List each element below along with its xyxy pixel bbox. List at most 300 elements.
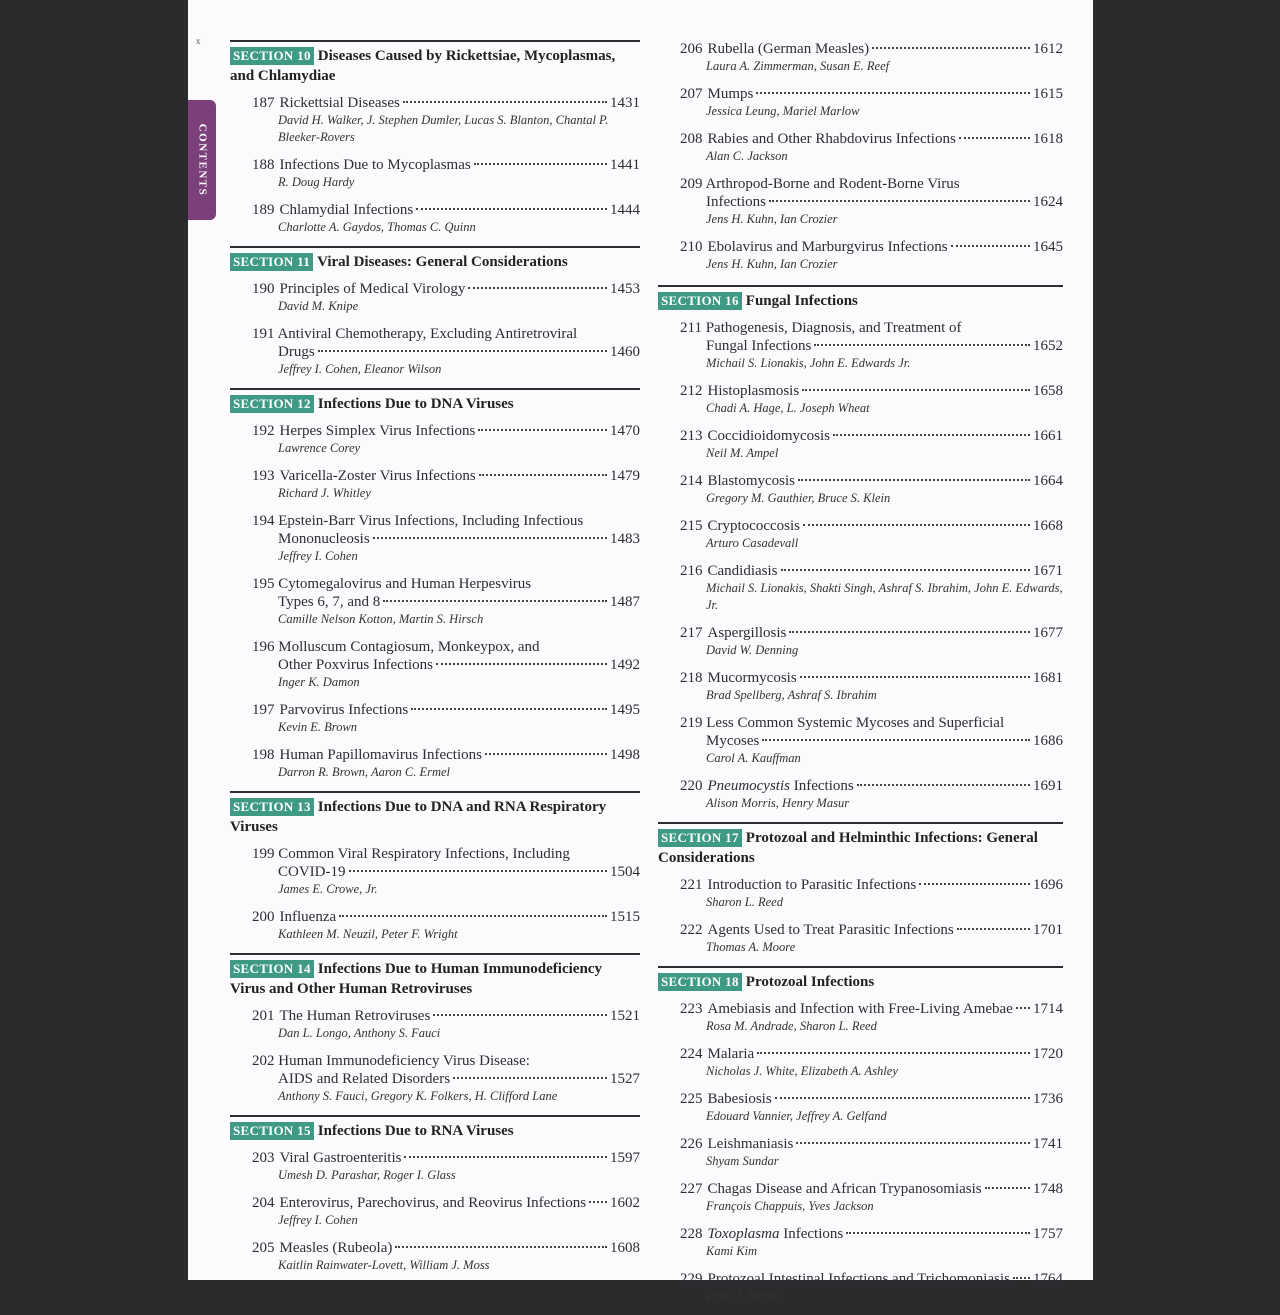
dot-leader bbox=[762, 739, 1030, 741]
dot-leader bbox=[339, 915, 607, 917]
chapter-title-text: Herpes Simplex Virus Infections bbox=[279, 423, 476, 439]
chapter-authors: Laura A. Zimmerman, Susan E. Reef bbox=[706, 59, 890, 73]
chapter-title bbox=[708, 777, 854, 795]
chapter-number: 194 bbox=[252, 513, 275, 529]
section-label-badge: SECTION 11 bbox=[230, 253, 313, 271]
chapter-title bbox=[280, 156, 471, 174]
dot-leader bbox=[796, 1142, 1030, 1144]
toc-entry[interactable] bbox=[680, 382, 1063, 417]
chapter-authors: Darron R. Brown, Aaron C. Ermel bbox=[278, 765, 450, 779]
chapter-number: 207 bbox=[680, 86, 703, 102]
chapter-title-text: Cryptococcosis bbox=[707, 518, 800, 534]
page-number: 1597 bbox=[610, 1150, 640, 1166]
toc-entry[interactable] bbox=[252, 1007, 640, 1042]
chapter-authors: Kevin E. Brown bbox=[278, 720, 358, 734]
dot-leader bbox=[411, 708, 607, 710]
entry-line bbox=[680, 130, 1063, 148]
dot-leader bbox=[395, 1246, 607, 1248]
entry-first-line bbox=[252, 325, 640, 343]
section-heading bbox=[658, 828, 1063, 868]
dot-leader bbox=[474, 163, 607, 165]
chapter-title-italic: Pneumocystis bbox=[707, 778, 790, 794]
chapter-title bbox=[708, 921, 954, 939]
dot-leader bbox=[479, 474, 607, 476]
chapter-authors: R. Doug Hardy bbox=[278, 175, 355, 189]
entry-first-line bbox=[252, 845, 640, 863]
chapter-title bbox=[708, 1135, 794, 1153]
entry-line bbox=[680, 1090, 1063, 1108]
entry-first-line bbox=[252, 638, 640, 656]
chapter-title-text: Varicella-Zoster Virus Infections bbox=[279, 468, 476, 484]
dot-leader bbox=[436, 663, 607, 665]
toc-entry[interactable] bbox=[680, 238, 1063, 273]
chapter-number: 198 bbox=[252, 747, 275, 763]
page-number: 1483 bbox=[610, 531, 640, 547]
dot-leader bbox=[789, 631, 1030, 633]
chapter-title: Types 6, 7, and 8 bbox=[278, 594, 381, 610]
toc-entry[interactable] bbox=[252, 1149, 640, 1184]
page-number: 1757 bbox=[1033, 1226, 1063, 1242]
chapter-number: 219 bbox=[680, 715, 703, 731]
dot-leader bbox=[468, 287, 607, 289]
left-column bbox=[230, 40, 640, 1284]
chapter-number: 189 bbox=[252, 202, 275, 218]
toc-entry[interactable] bbox=[680, 472, 1063, 507]
chapter-number: 187 bbox=[252, 95, 275, 111]
toc-section bbox=[658, 285, 1063, 812]
chapter-authors: Lawrence Corey bbox=[278, 441, 361, 455]
chapter-authors: Edouard Vannier, Jeffrey A. Gelfand bbox=[706, 1109, 887, 1123]
page-number: 1624 bbox=[1033, 194, 1063, 210]
chapter-authors: Nicholas J. White, Elizabeth A. Ashley bbox=[706, 1064, 898, 1078]
dot-leader bbox=[416, 208, 607, 210]
chapter-number: 225 bbox=[680, 1091, 703, 1107]
chapter-title bbox=[280, 94, 400, 112]
chapter-number: 204 bbox=[252, 1195, 275, 1211]
chapter-title bbox=[708, 517, 800, 535]
chapter-authors: Jeffrey I. Cohen bbox=[278, 549, 358, 563]
chapter-authors: Alison Morris, Henry Masur bbox=[706, 796, 850, 810]
dot-leader bbox=[769, 200, 1030, 202]
chapter-title bbox=[708, 624, 787, 642]
entry-line bbox=[680, 876, 1063, 894]
chapter-title: Mycoses bbox=[706, 733, 760, 749]
chapter-authors: Anthony S. Fauci, Gregory K. Folkers, H. Clifford Lane bbox=[278, 1089, 558, 1103]
toc-entry[interactable] bbox=[680, 921, 1063, 956]
toc-entry[interactable] bbox=[680, 669, 1063, 704]
entry-line bbox=[252, 1239, 640, 1257]
page-number: 1470 bbox=[610, 423, 640, 439]
toc-entry[interactable] bbox=[680, 1180, 1063, 1215]
continued-entries bbox=[658, 40, 1063, 273]
chapter-number: 205 bbox=[252, 1240, 275, 1256]
toc-entry[interactable] bbox=[680, 562, 1063, 614]
contents-tab-label: CONTENTS bbox=[196, 123, 208, 197]
chapter-title: Mononucleosis bbox=[278, 531, 370, 547]
chapter-authors: Dan L. Longo, Anthony S. Fauci bbox=[278, 1026, 441, 1040]
toc-entry[interactable] bbox=[680, 1225, 1063, 1260]
chapter-title-text: Rubella (German Measles) bbox=[707, 41, 870, 57]
page-number: 1431 bbox=[610, 95, 640, 111]
section-heading bbox=[230, 46, 640, 86]
toc-entry[interactable] bbox=[252, 467, 640, 502]
page-number: 1658 bbox=[1033, 383, 1063, 399]
section-heading bbox=[230, 252, 640, 272]
toc-entry[interactable] bbox=[252, 1194, 640, 1229]
toc-entry[interactable] bbox=[252, 1052, 640, 1105]
chapter-title-text: Amebiasis and Infection with Free-Living Amebae bbox=[707, 1001, 1013, 1017]
section-heading bbox=[658, 291, 1063, 311]
chapter-title-text: Blastomycosis bbox=[707, 473, 796, 489]
section-heading bbox=[230, 1121, 640, 1141]
chapter-title bbox=[280, 201, 414, 219]
dot-leader bbox=[957, 928, 1030, 930]
section-label-badge: SECTION 14 bbox=[230, 960, 314, 978]
chapter-title-text: Babesiosis bbox=[707, 1091, 772, 1107]
entry-line bbox=[252, 656, 640, 674]
dot-leader bbox=[349, 870, 608, 872]
entry-line bbox=[252, 593, 640, 611]
toc-entry[interactable] bbox=[680, 714, 1063, 767]
page-number: 1714 bbox=[1033, 1001, 1063, 1017]
chapter-title bbox=[708, 40, 870, 58]
dot-leader bbox=[403, 101, 607, 103]
toc-section bbox=[230, 953, 640, 1105]
chapter-title bbox=[708, 130, 956, 148]
toc-entry[interactable] bbox=[680, 1135, 1063, 1170]
entry-line bbox=[680, 1180, 1063, 1198]
entry-line bbox=[680, 85, 1063, 103]
chapter-title bbox=[280, 422, 476, 440]
entry-line bbox=[680, 517, 1063, 535]
section-title: Infections Due to RNA Viruses bbox=[317, 1123, 514, 1139]
dot-leader bbox=[757, 1052, 1030, 1054]
chapter-title bbox=[708, 85, 754, 103]
toc-entry[interactable] bbox=[680, 1000, 1063, 1035]
entry-line bbox=[680, 337, 1063, 355]
page-number: 1602 bbox=[610, 1195, 640, 1211]
dot-leader bbox=[781, 569, 1031, 571]
dot-leader bbox=[798, 479, 1030, 481]
entry-first-line bbox=[252, 1052, 640, 1070]
section-title: Infections Due to DNA Viruses bbox=[317, 396, 514, 412]
toc-entry[interactable] bbox=[680, 876, 1063, 911]
chapter-title bbox=[708, 1090, 772, 1108]
chapter-title-text: Ebolavirus and Marburgvirus Infections bbox=[707, 239, 948, 255]
chapter-authors: David H. Walker, J. Stephen Dumler, Lucas S. Blanton, Chantal P. Bleeker-Rovers bbox=[278, 113, 609, 144]
page-number: 1441 bbox=[610, 157, 640, 173]
toc-entry[interactable] bbox=[252, 701, 640, 736]
chapter-title-text: Aspergillosis bbox=[707, 625, 787, 641]
toc-entry[interactable] bbox=[252, 638, 640, 691]
toc-entry[interactable] bbox=[680, 777, 1063, 812]
toc-entry[interactable] bbox=[680, 175, 1063, 228]
chapter-authors: Arturo Casadevall bbox=[706, 536, 799, 550]
entry-line bbox=[252, 908, 640, 926]
toc-entry[interactable] bbox=[252, 845, 640, 898]
toc-entry[interactable] bbox=[680, 624, 1063, 659]
section-title: Fungal Infections bbox=[745, 293, 858, 309]
section-heading bbox=[230, 797, 640, 837]
dot-leader bbox=[985, 1187, 1030, 1189]
chapter-title: AIDS and Related Disorders bbox=[278, 1071, 451, 1087]
entry-line bbox=[252, 701, 640, 719]
right-column bbox=[658, 40, 1063, 1315]
toc-entry[interactable] bbox=[252, 201, 640, 236]
chapter-title-text: Coccidioidomycosis bbox=[707, 428, 830, 444]
chapter-title-part: Molluscum Contagiosum, Monkeypox, and bbox=[278, 639, 540, 655]
toc-entry[interactable] bbox=[252, 325, 640, 378]
chapter-title bbox=[708, 1225, 844, 1243]
toc-section bbox=[230, 791, 640, 943]
chapter-number: 221 bbox=[680, 877, 703, 893]
chapter-title bbox=[708, 1000, 1013, 1018]
page-number: 1615 bbox=[1033, 86, 1063, 102]
entry-line bbox=[252, 530, 640, 548]
chapter-title-text: Chlamydial Infections bbox=[279, 202, 414, 218]
section-label-badge: SECTION 18 bbox=[658, 973, 742, 991]
chapter-number: 211 bbox=[680, 320, 702, 336]
chapter-authors: Inger K. Damon bbox=[278, 675, 360, 689]
entry-line bbox=[252, 343, 640, 361]
chapter-title: Other Poxvirus Infections bbox=[278, 657, 433, 673]
chapter-number: 228 bbox=[680, 1226, 703, 1242]
toc-section bbox=[230, 40, 640, 236]
chapter-title bbox=[280, 280, 466, 298]
chapter-number: 212 bbox=[680, 383, 703, 399]
chapter-title bbox=[708, 1045, 755, 1063]
chapter-title-text: Infections bbox=[779, 1226, 844, 1242]
page-number: 1460 bbox=[610, 344, 640, 360]
chapter-title bbox=[708, 382, 800, 400]
entry-line bbox=[680, 238, 1063, 256]
chapter-number: 220 bbox=[680, 778, 703, 794]
toc-entry[interactable] bbox=[252, 746, 640, 781]
section-heading bbox=[230, 394, 640, 414]
chapter-title bbox=[280, 1239, 393, 1257]
chapter-number: 203 bbox=[252, 1150, 275, 1166]
entry-line bbox=[252, 94, 640, 112]
chapter-title-part: Arthropod-Borne and Rodent-Borne Virus bbox=[705, 176, 960, 192]
dot-leader bbox=[485, 753, 607, 755]
page-number: 1681 bbox=[1033, 670, 1063, 686]
dot-leader bbox=[857, 784, 1030, 786]
section-label-badge: SECTION 10 bbox=[230, 47, 314, 65]
toc-section bbox=[230, 246, 640, 378]
toc-entry[interactable] bbox=[252, 422, 640, 457]
dot-leader bbox=[919, 883, 1030, 885]
chapter-title-text: Mumps bbox=[707, 86, 754, 102]
dot-leader bbox=[951, 245, 1030, 247]
chapter-authors: Jeffrey I. Cohen bbox=[278, 1213, 358, 1227]
section-title: Infections Due to Human Immunodeficiency Virus and Other Human Retroviruses bbox=[230, 961, 602, 997]
toc-entry[interactable] bbox=[680, 427, 1063, 462]
toc-entry[interactable] bbox=[680, 1270, 1063, 1305]
chapter-title-text: Introduction to Parasitic Infections bbox=[707, 877, 917, 893]
dot-leader bbox=[872, 47, 1030, 49]
entry-line bbox=[680, 472, 1063, 490]
toc-section bbox=[658, 966, 1063, 1305]
chapter-authors: Neil M. Ampel bbox=[706, 446, 779, 460]
chapter-authors: Michail S. Lionakis, Shakti Singh, Ashraf S. Ibrahim, John E. Edwards, Jr. bbox=[706, 581, 1063, 612]
dot-leader bbox=[802, 389, 1030, 391]
chapter-title-text: Parvovirus Infections bbox=[279, 702, 409, 718]
chapter-authors: Richard J. Whitley bbox=[278, 486, 371, 500]
entry-line bbox=[680, 40, 1063, 58]
chapter-number: 197 bbox=[252, 702, 275, 718]
dot-leader bbox=[959, 137, 1030, 139]
chapter-authors: Chadi A. Hage, L. Joseph Wheat bbox=[706, 401, 870, 415]
entry-line bbox=[252, 156, 640, 174]
chapter-number: 191 bbox=[252, 326, 275, 342]
section-label-badge: SECTION 17 bbox=[658, 829, 742, 847]
chapter-title-text: Rabies and Other Rhabdovirus Infections bbox=[707, 131, 956, 147]
chapter-number: 210 bbox=[680, 239, 703, 255]
entry-line bbox=[680, 1135, 1063, 1153]
entry-line bbox=[680, 1270, 1063, 1288]
entry-line bbox=[252, 1070, 640, 1088]
entry-line bbox=[252, 1007, 640, 1025]
page-number: 1453 bbox=[610, 281, 640, 297]
page-number: 1748 bbox=[1033, 1181, 1063, 1197]
chapter-title bbox=[708, 238, 948, 256]
entry-first-line bbox=[680, 319, 1063, 337]
page-number: 1677 bbox=[1033, 625, 1063, 641]
toc-entry[interactable] bbox=[252, 94, 640, 146]
section-title: Diseases Caused by Rickettsiae, Mycoplasmas, and Chlamydiae bbox=[230, 48, 616, 84]
toc-entry[interactable] bbox=[252, 575, 640, 628]
dot-leader bbox=[803, 524, 1030, 526]
toc-section bbox=[658, 822, 1063, 956]
entry-first-line bbox=[252, 575, 640, 593]
toc-entry[interactable] bbox=[680, 1090, 1063, 1125]
toc-entry[interactable] bbox=[252, 280, 640, 315]
chapter-number: 200 bbox=[252, 909, 275, 925]
chapter-number: 214 bbox=[680, 473, 703, 489]
chapter-title-text: Influenza bbox=[279, 909, 337, 925]
page-number: 1515 bbox=[610, 909, 640, 925]
page-number: 1487 bbox=[610, 594, 640, 610]
section-label-badge: SECTION 12 bbox=[230, 395, 314, 413]
chapter-title bbox=[280, 701, 409, 719]
chapter-title bbox=[280, 1007, 431, 1025]
page-marker: x bbox=[196, 36, 201, 46]
toc-entry[interactable] bbox=[680, 517, 1063, 552]
chapter-number: 217 bbox=[680, 625, 703, 641]
chapter-number: 216 bbox=[680, 563, 703, 579]
toc-entry[interactable] bbox=[680, 319, 1063, 372]
toc-entry[interactable] bbox=[252, 512, 640, 565]
entry-line bbox=[680, 669, 1063, 687]
entry-line bbox=[680, 382, 1063, 400]
chapter-authors: Brad Spellberg, Ashraf S. Ibrahim bbox=[706, 688, 877, 702]
chapter-title-text: Rickettsial Diseases bbox=[279, 95, 400, 111]
chapter-title-text: Human Papillomavirus Infections bbox=[279, 747, 482, 763]
chapter-title-text: Agents Used to Treat Parasitic Infections bbox=[707, 922, 954, 938]
toc-entry[interactable] bbox=[252, 156, 640, 191]
chapter-title-part: Common Viral Respiratory Infections, Including bbox=[278, 846, 570, 862]
toc-entry[interactable] bbox=[252, 1239, 640, 1274]
chapter-number: 196 bbox=[252, 639, 275, 655]
chapter-title bbox=[708, 427, 831, 445]
dot-leader bbox=[404, 1156, 607, 1158]
chapter-title-text: Infections Due to Mycoplasmas bbox=[279, 157, 471, 173]
chapter-number: 209 bbox=[680, 176, 703, 192]
dot-leader bbox=[478, 429, 607, 431]
page-number: 1671 bbox=[1033, 563, 1063, 579]
page-number: 1736 bbox=[1033, 1091, 1063, 1107]
chapter-authors: Umesh D. Parashar, Roger I. Glass bbox=[278, 1168, 456, 1182]
chapter-title bbox=[708, 1180, 982, 1198]
chapter-authors: Camille Nelson Kotton, Martin S. Hirsch bbox=[278, 612, 484, 626]
chapter-number: 213 bbox=[680, 428, 703, 444]
contents-tab bbox=[188, 100, 216, 220]
dot-leader bbox=[433, 1014, 607, 1016]
page-number: 1664 bbox=[1033, 473, 1063, 489]
chapter-title bbox=[280, 1149, 402, 1167]
entry-line bbox=[680, 624, 1063, 642]
chapter-authors: David W. Denning bbox=[706, 643, 799, 657]
chapter-title-text: Infections bbox=[789, 778, 854, 794]
dot-leader bbox=[1013, 1277, 1030, 1279]
toc-section bbox=[230, 388, 640, 781]
page-number: 1764 bbox=[1033, 1271, 1063, 1287]
dot-leader bbox=[453, 1077, 607, 1079]
chapter-title-text: Viral Gastroenteritis bbox=[279, 1150, 402, 1166]
chapter-title bbox=[708, 876, 917, 894]
toc-entry[interactable] bbox=[680, 85, 1063, 120]
chapter-title bbox=[280, 746, 482, 764]
chapter-title bbox=[708, 1270, 1010, 1288]
chapter-authors: Alan C. Jackson bbox=[706, 149, 788, 163]
entry-first-line bbox=[680, 714, 1063, 732]
chapter-number: 193 bbox=[252, 468, 275, 484]
chapter-authors: James E. Crowe, Jr. bbox=[278, 882, 378, 896]
chapter-number: 192 bbox=[252, 423, 275, 439]
chapter-title-part: Less Common Systemic Mycoses and Superficial bbox=[706, 715, 1005, 731]
chapter-title bbox=[280, 908, 337, 926]
entry-line bbox=[680, 1225, 1063, 1243]
chapter-authors: Gregory M. Gauthier, Bruce S. Klein bbox=[706, 491, 891, 505]
chapter-authors: Sharon L. Reed bbox=[706, 895, 783, 909]
dot-leader bbox=[833, 434, 1030, 436]
chapter-number: 195 bbox=[252, 576, 275, 592]
chapter-number: 218 bbox=[680, 670, 703, 686]
chapter-title-italic: Toxoplasma bbox=[707, 1226, 780, 1242]
section-heading bbox=[658, 972, 1063, 992]
page-number: 1652 bbox=[1033, 338, 1063, 354]
page-number: 1661 bbox=[1033, 428, 1063, 444]
toc-entry[interactable] bbox=[680, 40, 1063, 75]
dot-leader bbox=[775, 1097, 1030, 1099]
toc-entry[interactable] bbox=[680, 130, 1063, 165]
chapter-title-text: Chagas Disease and African Trypanosomiasis bbox=[707, 1181, 982, 1197]
toc-entry[interactable] bbox=[252, 908, 640, 943]
entry-first-line bbox=[252, 512, 640, 530]
chapter-title bbox=[280, 467, 476, 485]
chapter-number: 215 bbox=[680, 518, 703, 534]
page-number: 1618 bbox=[1033, 131, 1063, 147]
page-number: 1668 bbox=[1033, 518, 1063, 534]
entry-line bbox=[680, 427, 1063, 445]
toc-entry[interactable] bbox=[680, 1045, 1063, 1080]
dot-leader bbox=[814, 344, 1030, 346]
entry-line bbox=[252, 1194, 640, 1212]
section-label-badge: SECTION 16 bbox=[658, 292, 742, 310]
chapter-authors: David M. Knipe bbox=[278, 299, 359, 313]
entry-line bbox=[252, 280, 640, 298]
chapter-title bbox=[280, 1194, 587, 1212]
